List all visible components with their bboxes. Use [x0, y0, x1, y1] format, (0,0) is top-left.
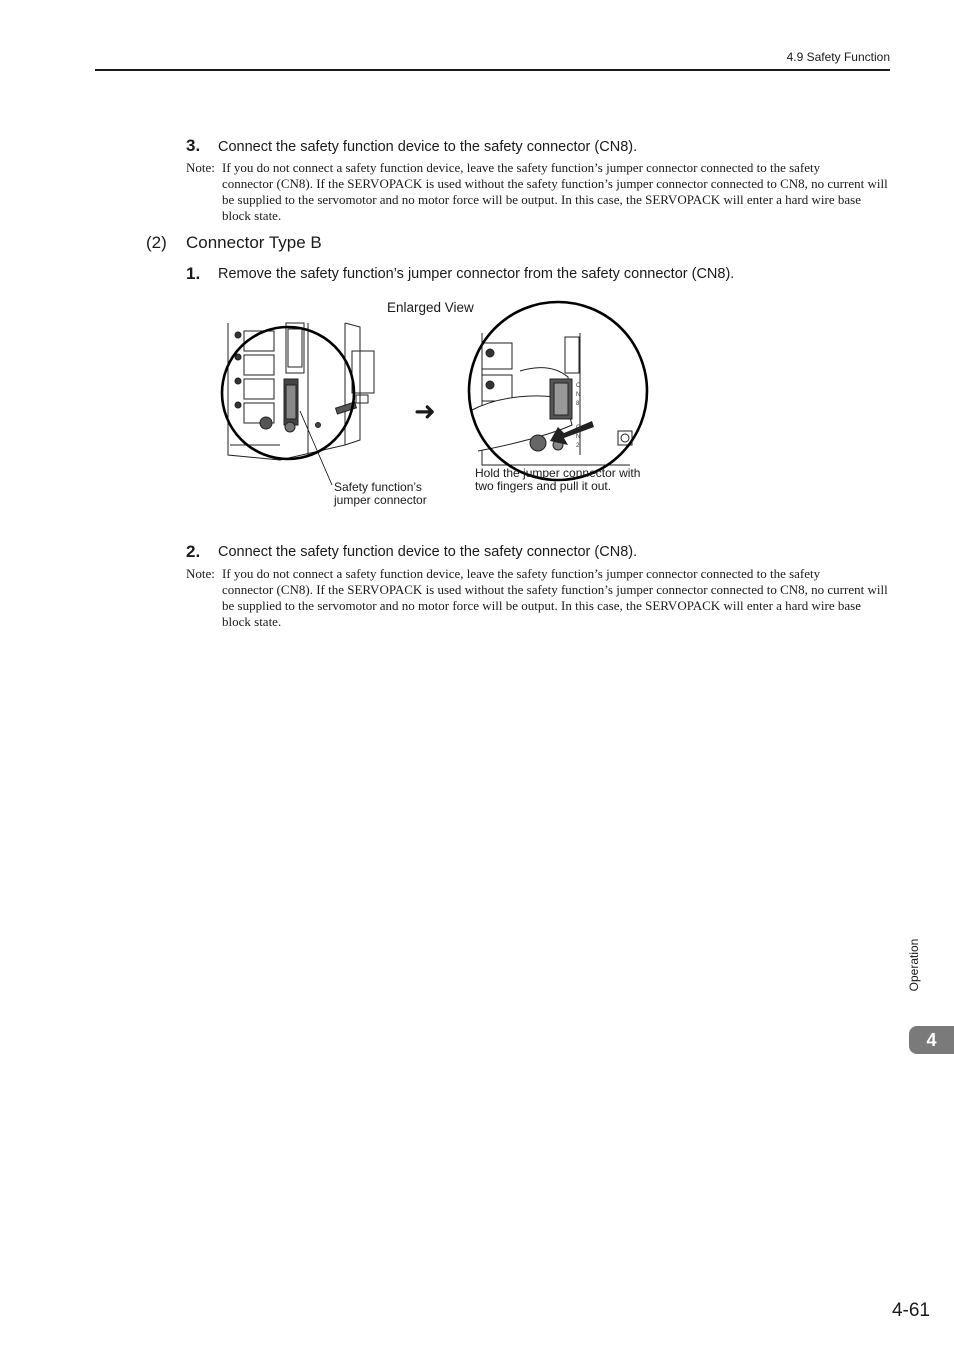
step-number: 3.	[186, 136, 201, 155]
step-number: 2.	[186, 542, 201, 561]
servopack-drawing	[228, 323, 374, 460]
svg-text:C: C	[576, 425, 581, 431]
note-label: Note:	[186, 160, 215, 175]
note-block	[186, 566, 896, 632]
svg-text:N: N	[576, 392, 581, 398]
enlarged-view-label: Enlarged View	[387, 300, 474, 315]
note-block	[186, 160, 896, 226]
step-text: Connect the safety function device to the safety connector (CN8).	[218, 139, 638, 155]
running-header: 4.9 Safety Function	[786, 50, 890, 64]
chapter-label: Operation	[907, 938, 921, 992]
svg-text:8: 8	[576, 401, 580, 407]
jumper-caption	[334, 481, 427, 507]
chapter-tab: 4	[909, 1026, 954, 1054]
note-first-line: If you do not connect a safety function device, leave the safety function’s jumper connector connected to the safety	[222, 566, 821, 581]
header-rule	[95, 69, 890, 71]
page-number: 4-61	[891, 1300, 930, 1321]
leader-line	[300, 411, 332, 485]
pull-caption-line: Hold the jumper connector with	[475, 466, 641, 480]
svg-text:2: 2	[576, 443, 580, 449]
note-body: connector (CN8). If the SERVOPACK is used without the safety function’s jumper connector connected to CN8, no current will be supplied to the servomotor and no motor force will be output. In this case, the SERVOPACK will enter a hard wire base block state.	[222, 582, 888, 629]
step-text: Remove the safety function’s jumper connector from the safety connector (CN8).	[218, 266, 735, 282]
enlarged-drawing	[470, 333, 632, 465]
step-text: Connect the safety function device to the safety connector (CN8).	[218, 544, 638, 560]
step-number: 1.	[186, 264, 201, 283]
jumper-caption-line: jumper connector	[334, 493, 427, 507]
note-first-line: If you do not connect a safety function device, leave the safety function’s jumper connector connected to the safety	[222, 160, 821, 175]
subsection-title: Connector Type B	[186, 233, 322, 252]
svg-text:C: C	[576, 383, 581, 389]
pull-caption-line: two fingers and pull it out.	[475, 479, 612, 493]
subsection-number: (2)	[146, 233, 167, 252]
right-arrow-icon: ➜	[414, 396, 436, 426]
svg-text:N: N	[576, 434, 581, 440]
pull-caption	[475, 467, 640, 493]
note-body: connector (CN8). If the SERVOPACK is used without the safety function’s jumper connector connected to CN8, no current will be supplied to the servomotor and no motor force will be output. In this case, the SERVOPACK will enter a hard wire base block state.	[222, 176, 888, 223]
jumper-caption-line: Safety function’s	[334, 480, 422, 494]
note-label: Note:	[186, 566, 215, 581]
